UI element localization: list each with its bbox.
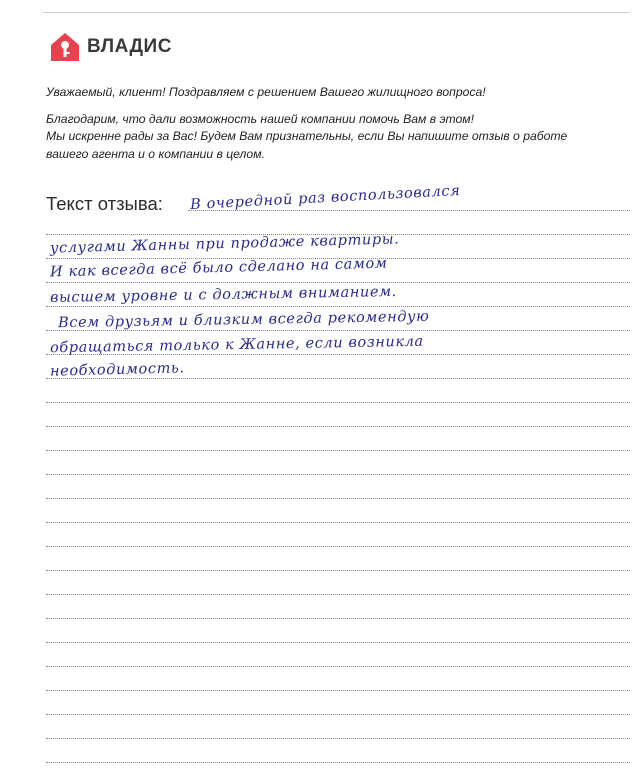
review-handwriting-line: И как всегда всё было сделано на самом (49, 255, 388, 281)
review-title: Текст отзыва: (46, 193, 163, 214)
logo-text: ВЛАДИС (87, 36, 172, 57)
ruled-line (46, 378, 630, 379)
ruled-line (46, 762, 630, 763)
intro-line: Благодарим, что дали возможность нашей компании помочь Вам в этом! (46, 111, 475, 126)
ruled-line (46, 594, 630, 595)
review-handwriting-line: высшем уровне и с должным вниманием. (49, 283, 398, 307)
review-handwriting-line: услугами Жанны при продаже квартиры. (49, 231, 400, 257)
ruled-line (46, 642, 630, 643)
ruled-line (46, 714, 630, 715)
ruled-line (46, 738, 630, 739)
review-handwriting-line: необходимость. (49, 360, 185, 380)
ruled-line (188, 210, 630, 211)
ruled-line (46, 330, 630, 331)
ruled-line (46, 570, 630, 571)
ruled-line (46, 546, 630, 547)
ruled-line (46, 618, 630, 619)
ruled-lines (46, 0, 630, 768)
ruled-line (46, 282, 630, 283)
intro-line: вашего агента и о компании в целом. (46, 146, 265, 161)
review-handwriting-line: В очередной раз воспользовался (189, 182, 461, 214)
ruled-line (46, 426, 630, 427)
ruled-line (46, 498, 630, 499)
review-handwriting-line: обращаться только к Жанне, если возникла (49, 333, 424, 357)
ruled-line (46, 666, 630, 667)
ruled-line (46, 522, 630, 523)
greeting-text: Уважаемый, клиент! Поздравляем с решением Вашего жилищного вопроса! (46, 85, 486, 99)
ruled-line (46, 474, 630, 475)
intro-line: Мы искренне рады за Вас! Будем Вам признательны, если Вы напишите отзыв о работе (46, 129, 568, 143)
ruled-line (46, 690, 630, 691)
review-handwriting-line: Всем друзьям и близким всегда рекомендую (57, 308, 430, 332)
ruled-line (46, 402, 630, 403)
ruled-line (46, 450, 630, 451)
ruled-line (46, 306, 630, 307)
